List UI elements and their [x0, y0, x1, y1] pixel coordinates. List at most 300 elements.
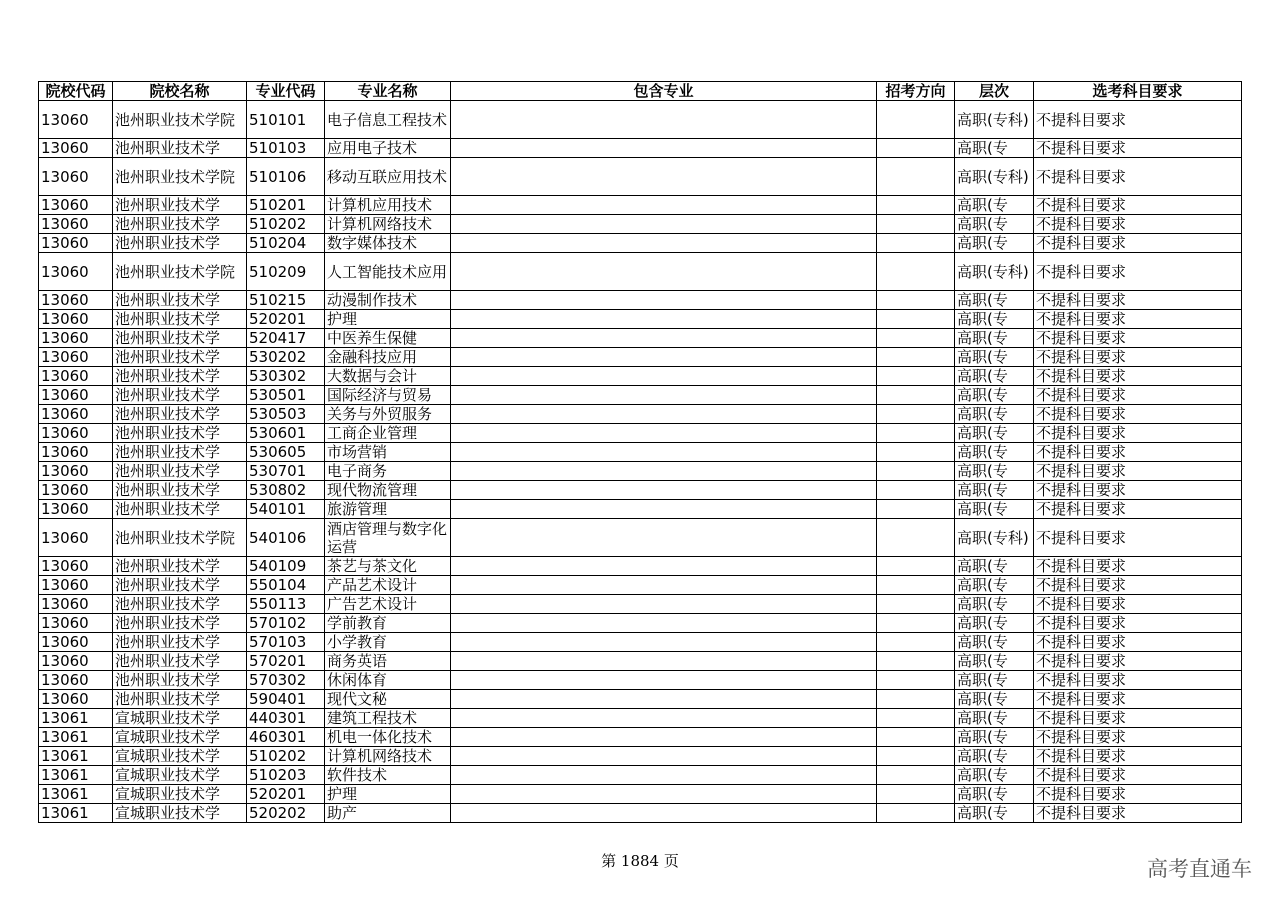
cell-major-code: 590401	[247, 690, 325, 709]
table-row	[39, 671, 1242, 690]
cell-major-code: 550104	[247, 576, 325, 595]
cell-school-code: 13060	[39, 234, 113, 253]
cell-school-name: 池州职业技术学	[113, 367, 247, 386]
cell-school-code: 13060	[39, 291, 113, 310]
cell-school-name: 池州职业技术学	[113, 652, 247, 671]
cell-school-code: 13061	[39, 804, 113, 823]
cell-major-code: 530802	[247, 481, 325, 500]
cell-level: 高职(专	[955, 595, 1034, 614]
cell-level: 高职(专	[955, 728, 1034, 747]
cell-direction	[877, 766, 955, 785]
cell-school-name: 宣城职业技术学	[113, 804, 247, 823]
cell-level: 高职(专	[955, 671, 1034, 690]
cell-school-name: 池州职业技术学	[113, 215, 247, 234]
cell-included-majors	[451, 443, 877, 462]
cell-school-name: 池州职业技术学	[113, 576, 247, 595]
cell-level: 高职(专	[955, 310, 1034, 329]
cell-school-code: 13060	[39, 158, 113, 196]
cell-direction	[877, 671, 955, 690]
cell-subject-requirement: 不提科目要求	[1034, 576, 1242, 595]
header-school-code: 院校代码	[39, 82, 113, 101]
cell-major-name: 计算机网络技术	[325, 215, 451, 234]
cell-subject-requirement: 不提科目要求	[1034, 481, 1242, 500]
cell-major-name: 软件技术	[325, 766, 451, 785]
table-row	[39, 158, 1242, 196]
cell-included-majors	[451, 253, 877, 291]
cell-included-majors	[451, 310, 877, 329]
cell-major-name: 护理	[325, 785, 451, 804]
cell-subject-requirement: 不提科目要求	[1034, 766, 1242, 785]
cell-level: 高职(专	[955, 424, 1034, 443]
cell-level: 高职(专	[955, 215, 1034, 234]
page-number: 第 1884 页	[601, 852, 679, 870]
cell-school-code: 13060	[39, 595, 113, 614]
cell-direction	[877, 652, 955, 671]
cell-major-name: 计算机网络技术	[325, 747, 451, 766]
cell-level: 高职(专	[955, 576, 1034, 595]
cell-major-code: 510106	[247, 158, 325, 196]
cell-included-majors	[451, 804, 877, 823]
cell-direction	[877, 139, 955, 158]
cell-major-code: 510203	[247, 766, 325, 785]
table-row	[39, 500, 1242, 519]
cell-school-name: 池州职业技术学	[113, 329, 247, 348]
cell-school-code: 13060	[39, 462, 113, 481]
cell-level: 高职(专	[955, 652, 1034, 671]
cell-major-name: 现代文秘	[325, 690, 451, 709]
cell-included-majors	[451, 747, 877, 766]
cell-major-code: 540106	[247, 519, 325, 557]
cell-school-name: 池州职业技术学	[113, 424, 247, 443]
cell-direction	[877, 291, 955, 310]
cell-direction	[877, 519, 955, 557]
table-row	[39, 139, 1242, 158]
cell-school-code: 13060	[39, 367, 113, 386]
cell-included-majors	[451, 215, 877, 234]
cell-school-name: 池州职业技术学	[113, 234, 247, 253]
header-subject-requirement: 选考科目要求	[1034, 82, 1242, 101]
cell-school-name: 池州职业技术学	[113, 481, 247, 500]
cell-school-code: 13060	[39, 481, 113, 500]
cell-level: 高职(专	[955, 348, 1034, 367]
cell-school-name: 池州职业技术学	[113, 671, 247, 690]
cell-major-code: 510103	[247, 139, 325, 158]
cell-level: 高职(专	[955, 234, 1034, 253]
cell-school-code: 13060	[39, 253, 113, 291]
cell-direction	[877, 690, 955, 709]
cell-major-name: 应用电子技术	[325, 139, 451, 158]
cell-level: 高职(专	[955, 443, 1034, 462]
table-row	[39, 101, 1242, 139]
cell-major-name: 人工智能技术应用	[325, 253, 451, 291]
table-row	[39, 405, 1242, 424]
cell-school-code: 13060	[39, 139, 113, 158]
cell-subject-requirement: 不提科目要求	[1034, 557, 1242, 576]
cell-major-name: 广告艺术设计	[325, 595, 451, 614]
cell-subject-requirement: 不提科目要求	[1034, 424, 1242, 443]
cell-included-majors	[451, 728, 877, 747]
cell-school-name: 宣城职业技术学	[113, 728, 247, 747]
cell-major-name: 休闲体育	[325, 671, 451, 690]
cell-included-majors	[451, 709, 877, 728]
cell-included-majors	[451, 196, 877, 215]
cell-direction	[877, 367, 955, 386]
cell-direction	[877, 310, 955, 329]
cell-direction	[877, 500, 955, 519]
cell-school-code: 13060	[39, 386, 113, 405]
cell-major-name: 产品艺术设计	[325, 576, 451, 595]
cell-subject-requirement: 不提科目要求	[1034, 614, 1242, 633]
cell-school-name: 池州职业技术学院	[113, 158, 247, 196]
cell-subject-requirement: 不提科目要求	[1034, 443, 1242, 462]
cell-included-majors	[451, 348, 877, 367]
cell-school-name: 池州职业技术学	[113, 595, 247, 614]
table-row	[39, 310, 1242, 329]
cell-school-name: 池州职业技术学	[113, 462, 247, 481]
cell-direction	[877, 234, 955, 253]
cell-major-code: 570103	[247, 633, 325, 652]
table-row	[39, 785, 1242, 804]
admissions-table	[38, 81, 1242, 823]
header-level: 层次	[955, 82, 1034, 101]
cell-school-code: 13061	[39, 709, 113, 728]
cell-school-code: 13061	[39, 728, 113, 747]
cell-major-code: 530202	[247, 348, 325, 367]
cell-major-code: 530701	[247, 462, 325, 481]
cell-school-code: 13060	[39, 614, 113, 633]
cell-school-code: 13060	[39, 196, 113, 215]
cell-school-name: 池州职业技术学院	[113, 101, 247, 139]
cell-major-code: 460301	[247, 728, 325, 747]
cell-direction	[877, 728, 955, 747]
table-row	[39, 367, 1242, 386]
cell-major-code: 540109	[247, 557, 325, 576]
cell-school-name: 池州职业技术学	[113, 690, 247, 709]
cell-level: 高职(专	[955, 633, 1034, 652]
cell-major-name: 工商企业管理	[325, 424, 451, 443]
table-row	[39, 462, 1242, 481]
cell-included-majors	[451, 766, 877, 785]
cell-level: 高职(专	[955, 690, 1034, 709]
cell-major-name: 助产	[325, 804, 451, 823]
cell-major-name: 大数据与会计	[325, 367, 451, 386]
cell-school-name: 池州职业技术学	[113, 386, 247, 405]
cell-major-name: 护理	[325, 310, 451, 329]
cell-included-majors	[451, 614, 877, 633]
cell-level: 高职(专	[955, 557, 1034, 576]
cell-level: 高职(专	[955, 196, 1034, 215]
cell-school-name: 池州职业技术学	[113, 139, 247, 158]
cell-included-majors	[451, 557, 877, 576]
cell-subject-requirement: 不提科目要求	[1034, 519, 1242, 557]
cell-level: 高职(专	[955, 614, 1034, 633]
cell-major-code: 510204	[247, 234, 325, 253]
cell-school-name: 宣城职业技术学	[113, 785, 247, 804]
cell-major-code: 510101	[247, 101, 325, 139]
cell-major-name: 移动互联应用技术	[325, 158, 451, 196]
cell-major-code: 510201	[247, 196, 325, 215]
cell-major-name: 学前教育	[325, 614, 451, 633]
cell-level: 高职(专科)	[955, 519, 1034, 557]
cell-direction	[877, 614, 955, 633]
cell-included-majors	[451, 329, 877, 348]
cell-subject-requirement: 不提科目要求	[1034, 234, 1242, 253]
table-row	[39, 690, 1242, 709]
cell-direction	[877, 804, 955, 823]
cell-school-code: 13060	[39, 576, 113, 595]
cell-included-majors	[451, 652, 877, 671]
table-row	[39, 253, 1242, 291]
cell-included-majors	[451, 101, 877, 139]
cell-school-code: 13060	[39, 424, 113, 443]
cell-included-majors	[451, 500, 877, 519]
cell-level: 高职(专	[955, 481, 1034, 500]
cell-major-code: 570302	[247, 671, 325, 690]
cell-level: 高职(专	[955, 709, 1034, 728]
cell-major-code: 520417	[247, 329, 325, 348]
cell-direction	[877, 443, 955, 462]
cell-direction	[877, 785, 955, 804]
cell-major-name: 金融科技应用	[325, 348, 451, 367]
cell-major-name: 关务与外贸服务	[325, 405, 451, 424]
table-row	[39, 519, 1242, 557]
cell-direction	[877, 329, 955, 348]
cell-level: 高职(专	[955, 766, 1034, 785]
cell-major-code: 530302	[247, 367, 325, 386]
cell-included-majors	[451, 481, 877, 500]
cell-subject-requirement: 不提科目要求	[1034, 158, 1242, 196]
cell-school-code: 13060	[39, 405, 113, 424]
cell-school-name: 宣城职业技术学	[113, 709, 247, 728]
cell-school-code: 13061	[39, 785, 113, 804]
cell-subject-requirement: 不提科目要求	[1034, 804, 1242, 823]
cell-school-name: 宣城职业技术学	[113, 766, 247, 785]
cell-direction	[877, 709, 955, 728]
cell-school-name: 池州职业技术学	[113, 443, 247, 462]
cell-school-code: 13060	[39, 671, 113, 690]
cell-direction	[877, 747, 955, 766]
cell-major-code: 570102	[247, 614, 325, 633]
cell-major-name: 国际经济与贸易	[325, 386, 451, 405]
cell-level: 高职(专	[955, 500, 1034, 519]
cell-subject-requirement: 不提科目要求	[1034, 652, 1242, 671]
cell-included-majors	[451, 234, 877, 253]
cell-level: 高职(专科)	[955, 101, 1034, 139]
cell-school-name: 池州职业技术学	[113, 500, 247, 519]
cell-subject-requirement: 不提科目要求	[1034, 310, 1242, 329]
cell-school-code: 13060	[39, 310, 113, 329]
cell-included-majors	[451, 595, 877, 614]
cell-school-name: 池州职业技术学	[113, 310, 247, 329]
cell-direction	[877, 424, 955, 443]
cell-school-code: 13060	[39, 652, 113, 671]
table-row	[39, 557, 1242, 576]
cell-subject-requirement: 不提科目要求	[1034, 291, 1242, 310]
cell-direction	[877, 595, 955, 614]
cell-subject-requirement: 不提科目要求	[1034, 500, 1242, 519]
cell-major-name: 动漫制作技术	[325, 291, 451, 310]
cell-major-code: 530501	[247, 386, 325, 405]
cell-level: 高职(专	[955, 386, 1034, 405]
cell-included-majors	[451, 291, 877, 310]
table-row	[39, 196, 1242, 215]
cell-included-majors	[451, 671, 877, 690]
cell-school-code: 13060	[39, 519, 113, 557]
cell-level: 高职(专	[955, 462, 1034, 481]
table-row	[39, 633, 1242, 652]
cell-included-majors	[451, 386, 877, 405]
cell-major-name: 小学教育	[325, 633, 451, 652]
cell-level: 高职(专	[955, 804, 1034, 823]
cell-included-majors	[451, 158, 877, 196]
cell-school-code: 13060	[39, 215, 113, 234]
cell-major-code: 510202	[247, 747, 325, 766]
cell-major-code: 530503	[247, 405, 325, 424]
watermark-logo: 高考直通车	[1147, 857, 1252, 881]
cell-subject-requirement: 不提科目要求	[1034, 690, 1242, 709]
cell-included-majors	[451, 633, 877, 652]
cell-major-code: 510209	[247, 253, 325, 291]
table-header-row	[39, 82, 1242, 101]
cell-included-majors	[451, 462, 877, 481]
table-row	[39, 747, 1242, 766]
cell-major-name: 旅游管理	[325, 500, 451, 519]
cell-direction	[877, 101, 955, 139]
cell-subject-requirement: 不提科目要求	[1034, 671, 1242, 690]
cell-direction	[877, 557, 955, 576]
cell-school-name: 池州职业技术学	[113, 405, 247, 424]
cell-school-code: 13060	[39, 557, 113, 576]
cell-subject-requirement: 不提科目要求	[1034, 405, 1242, 424]
cell-major-code: 510202	[247, 215, 325, 234]
cell-included-majors	[451, 139, 877, 158]
cell-level: 高职(专	[955, 329, 1034, 348]
cell-school-name: 宣城职业技术学	[113, 747, 247, 766]
cell-school-code: 13060	[39, 690, 113, 709]
table-row	[39, 614, 1242, 633]
cell-direction	[877, 253, 955, 291]
admissions-table-container	[38, 81, 1241, 823]
cell-major-code: 530605	[247, 443, 325, 462]
cell-direction	[877, 481, 955, 500]
cell-school-code: 13061	[39, 766, 113, 785]
cell-direction	[877, 348, 955, 367]
table-row	[39, 291, 1242, 310]
cell-direction	[877, 576, 955, 595]
cell-subject-requirement: 不提科目要求	[1034, 253, 1242, 291]
cell-major-code: 520201	[247, 310, 325, 329]
header-major-name: 专业名称	[325, 82, 451, 101]
table-row	[39, 386, 1242, 405]
cell-subject-requirement: 不提科目要求	[1034, 348, 1242, 367]
cell-major-name: 现代物流管理	[325, 481, 451, 500]
cell-direction	[877, 386, 955, 405]
cell-subject-requirement: 不提科目要求	[1034, 747, 1242, 766]
cell-included-majors	[451, 367, 877, 386]
cell-school-name: 池州职业技术学	[113, 196, 247, 215]
cell-subject-requirement: 不提科目要求	[1034, 196, 1242, 215]
cell-level: 高职(专	[955, 291, 1034, 310]
cell-direction	[877, 405, 955, 424]
cell-subject-requirement: 不提科目要求	[1034, 728, 1242, 747]
table-row	[39, 728, 1242, 747]
cell-school-code: 13060	[39, 348, 113, 367]
table-row	[39, 576, 1242, 595]
cell-school-code: 13060	[39, 101, 113, 139]
cell-subject-requirement: 不提科目要求	[1034, 215, 1242, 234]
cell-school-name: 池州职业技术学	[113, 291, 247, 310]
cell-major-name: 电子商务	[325, 462, 451, 481]
cell-subject-requirement: 不提科目要求	[1034, 595, 1242, 614]
cell-school-name: 池州职业技术学	[113, 614, 247, 633]
cell-school-name: 池州职业技术学	[113, 633, 247, 652]
cell-major-name: 茶艺与茶文化	[325, 557, 451, 576]
cell-direction	[877, 462, 955, 481]
cell-subject-requirement: 不提科目要求	[1034, 139, 1242, 158]
table-row	[39, 215, 1242, 234]
table-row	[39, 424, 1242, 443]
cell-level: 高职(专	[955, 747, 1034, 766]
table-row	[39, 348, 1242, 367]
cell-major-code: 520202	[247, 804, 325, 823]
cell-school-code: 13060	[39, 329, 113, 348]
table-row	[39, 234, 1242, 253]
cell-level: 高职(专	[955, 785, 1034, 804]
cell-subject-requirement: 不提科目要求	[1034, 329, 1242, 348]
cell-major-name: 机电一体化技术	[325, 728, 451, 747]
cell-school-code: 13060	[39, 443, 113, 462]
cell-major-name: 建筑工程技术	[325, 709, 451, 728]
table-body	[39, 101, 1242, 823]
cell-major-code: 530601	[247, 424, 325, 443]
cell-school-code: 13061	[39, 747, 113, 766]
cell-included-majors	[451, 576, 877, 595]
cell-major-code: 520201	[247, 785, 325, 804]
cell-included-majors	[451, 519, 877, 557]
cell-subject-requirement: 不提科目要求	[1034, 462, 1242, 481]
header-included-majors: 包含专业	[451, 82, 877, 101]
table-row	[39, 652, 1242, 671]
cell-level: 高职(专科)	[955, 253, 1034, 291]
cell-included-majors	[451, 690, 877, 709]
cell-major-name: 酒店管理与数字化运营	[325, 519, 451, 557]
cell-subject-requirement: 不提科目要求	[1034, 101, 1242, 139]
cell-subject-requirement: 不提科目要求	[1034, 785, 1242, 804]
cell-school-code: 13060	[39, 633, 113, 652]
cell-level: 高职(专	[955, 367, 1034, 386]
header-major-code: 专业代码	[247, 82, 325, 101]
cell-level: 高职(专科)	[955, 158, 1034, 196]
cell-major-name: 商务英语	[325, 652, 451, 671]
cell-included-majors	[451, 785, 877, 804]
cell-direction	[877, 215, 955, 234]
cell-subject-requirement: 不提科目要求	[1034, 633, 1242, 652]
cell-major-name: 中医养生保健	[325, 329, 451, 348]
cell-school-code: 13060	[39, 500, 113, 519]
cell-school-name: 池州职业技术学院	[113, 253, 247, 291]
cell-major-name: 市场营销	[325, 443, 451, 462]
header-school-name: 院校名称	[113, 82, 247, 101]
cell-direction	[877, 196, 955, 215]
table-row	[39, 766, 1242, 785]
header-direction: 招考方向	[877, 82, 955, 101]
cell-direction	[877, 158, 955, 196]
cell-major-code: 510215	[247, 291, 325, 310]
cell-subject-requirement: 不提科目要求	[1034, 709, 1242, 728]
cell-major-code: 550113	[247, 595, 325, 614]
cell-major-code: 440301	[247, 709, 325, 728]
table-row	[39, 443, 1242, 462]
